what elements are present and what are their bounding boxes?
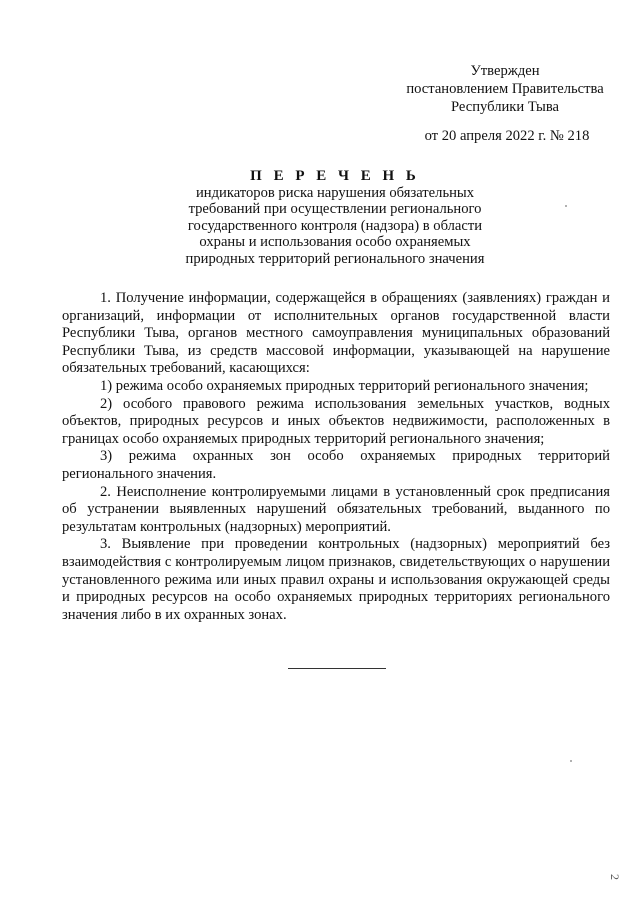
end-divider-line [288,668,386,669]
subtitle-line: природных территорий регионального значения [185,250,485,267]
page-number: 2 [608,874,622,880]
subitem-1: 1) режима особо охраняемых природных территорий регионального значения; [100,377,589,394]
approval-line-republic: Республики Тыва [450,99,560,115]
subitem-2: 2) особого правового режима использования земельных участков, водных объектов, природных ресурсов и иных объектов недвижимости, расположенных в границах особо охраняемых природных территорий регионального значения; [62,395,610,447]
subtitle-line: охраны и использования особо охраняемых [199,234,471,251]
paragraph-item-1: 1. Получение информации, содержащейся в обращениях (заявлениях) граждан и организаций, информации от исполнительных органов государственной власти Республики Тыва, органов местного самоуправления муниципальных образований Республики Тыва, из средств массовой информации, указывающей на нарушение обязательных требований, касающихся: [62,290,610,377]
subtitle-line: индикаторов риска нарушения обязательных [195,185,475,201]
subitem-3: 3) режима охранных зон особо охраняемых природных территорий регионального значения. [62,448,610,482]
paragraph-item-3: 3. Выявление при проведении контрольных (надзорных) мероприятий без взаимодействия с контролируемым лицом признаков, свидетельствующих о нарушении установленного режима или иных правил охраны и использования окружающей среды и природных ресурсов на особо охраняемых природных территориях регионального значения либо в их охранных зонах. [62,536,610,623]
scan-speck [565,205,567,207]
approval-line-approved: Утвержден [470,63,540,79]
paragraph-item-2: 2. Неисполнение контролируемыми лицами в установленный срок предписания об устранении выявленных нарушений обязательных требований, выданного по результатам контрольных (надзорных) мероприятий. [62,483,610,535]
approval-date: от 20 апреля 2022 г. № 218 [424,128,590,144]
scan-speck [570,760,572,762]
subtitle-line: государственного контроля (надзора) в области [187,217,483,234]
document-body [62,290,610,624]
approval-block [400,62,610,116]
document-title: П Е Р Е Ч Е Н Ь [250,168,420,184]
document-subtitle [170,185,500,267]
subtitle-line: требований при осуществлении регионального [188,201,482,218]
approval-line-resolution: постановлением Правительства [406,81,604,97]
